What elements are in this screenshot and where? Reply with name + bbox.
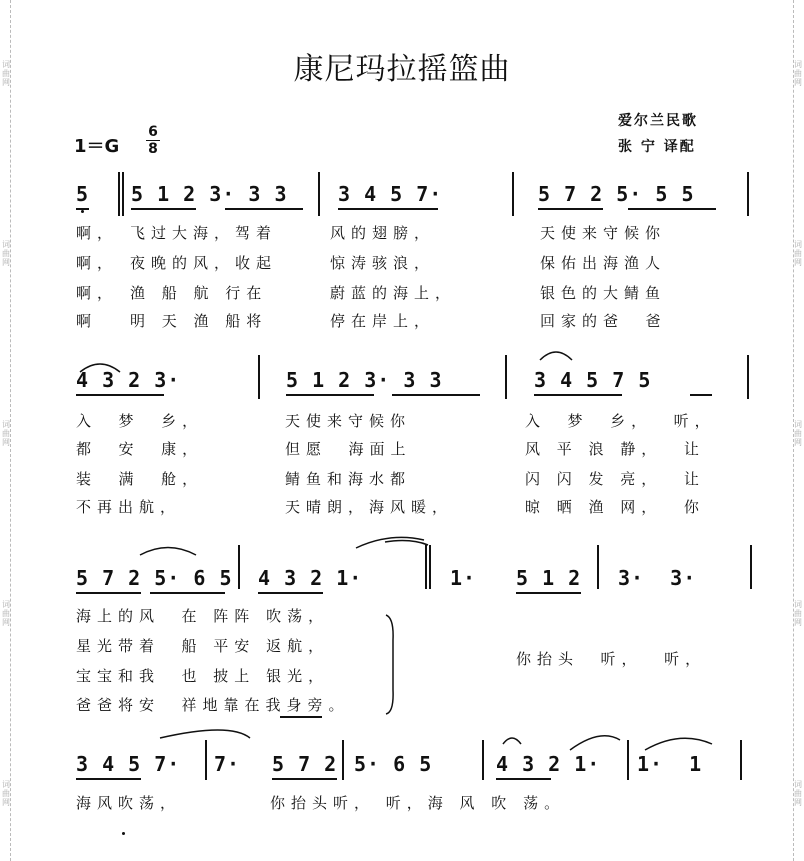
lyric-v1-g: 入 梦 乡， 听， <box>525 412 716 430</box>
watermark-left-1: 词曲网 <box>2 60 10 87</box>
lyric-v3-a: 啊， <box>76 284 119 302</box>
slur <box>140 548 196 556</box>
watermark-left-2: 词曲网 <box>2 240 10 267</box>
measure-4-notes: 4 3 2 3· <box>76 368 181 392</box>
slur <box>160 730 250 738</box>
slur <box>570 736 620 750</box>
measure-2-notes: 3 4 5 7· <box>338 182 443 206</box>
measure-5-notes: 5 1 2 3· 3 3 <box>286 368 443 392</box>
watermark-right-5: 词曲网 <box>794 780 802 807</box>
lyric-v3-h: 宝宝和我 也 披上 银光， <box>76 667 330 685</box>
time-signature-bottom: 8 <box>148 141 158 157</box>
slur <box>80 364 120 372</box>
lyric-coda-a: 海风吹荡， <box>76 794 182 812</box>
lyric-v1-b: 飞过大海，驾着 <box>130 224 278 242</box>
measure-11-notes: 3 4 5 7· <box>76 752 181 776</box>
song-title: 康尼玛拉摇篮曲 <box>293 52 511 87</box>
lyric-v3-e: 装 满 舱， <box>76 470 204 488</box>
lyric-v2-d: 保佑出海渔人 <box>540 254 667 272</box>
lyric-v4-c: 停在岸上， <box>330 312 436 330</box>
lyric-v1-e: 入 梦 乡， <box>76 412 204 430</box>
measure-15-notes: 1· 1 <box>637 752 703 776</box>
song-origin: 爱尔兰民歌 <box>618 113 698 129</box>
lyric-v4-f: 天晴朗，海风暖， <box>285 498 454 516</box>
measure-7-notes: 5 7 2 5· 6 5 <box>76 566 233 590</box>
lyric-v3-c: 蔚蓝的海上， <box>330 284 457 302</box>
lyric-v1-d: 天使来守候你 <box>540 224 667 242</box>
time-signature-top: 6 <box>148 124 158 140</box>
watermark-right-2: 词曲网 <box>794 240 802 267</box>
slur <box>503 738 521 744</box>
lyric-v2-h: 星光带着 船 平安 返航， <box>76 637 330 655</box>
watermark-right-3: 词曲网 <box>794 420 802 447</box>
measure-10-notes: 3· 3· <box>618 566 697 590</box>
lyric-v4-d: 回家的爸 爸 <box>540 312 667 330</box>
watermark-left-3: 词曲网 <box>2 420 10 447</box>
measure-12b-notes: 5 7 2 <box>272 752 338 776</box>
lyric-v2-b: 夜晚的风，收起 <box>130 254 278 272</box>
lyric-v4-a: 啊 <box>76 312 98 330</box>
measure-8-notes: 4 3 2 1· <box>258 566 363 590</box>
lyric-v3-f: 鲭鱼和海水都 <box>285 470 412 488</box>
lyric-v3-g: 闪 闪 发 亮， 让 <box>525 470 705 488</box>
measure-9-notes: 1· <box>450 566 477 590</box>
measure-13-notes: 5· 6 5 <box>354 752 433 776</box>
tie <box>385 541 428 545</box>
lyric-v4-e: 不再出航， <box>76 498 182 516</box>
measure-14-notes: 4 3 2 1· <box>496 752 601 776</box>
lyric-v2-c: 惊涛骇浪， <box>330 254 436 272</box>
lyric-v1-f: 天使来守候你 <box>285 412 412 430</box>
lyric-v2-a: 啊， <box>76 254 119 272</box>
measure-9b-notes: 5 1 2 <box>516 566 582 590</box>
lyric-v3-d: 银色的大鲭鱼 <box>540 284 667 302</box>
lyric-v2-e: 都 安 康， <box>76 440 204 458</box>
pickup-note: 5 <box>76 182 90 206</box>
lyric-v2-f: 但愿 海面上 <box>285 440 412 458</box>
lyric-refrain: 你抬头 听， 听， <box>516 650 707 668</box>
lyric-coda-b: 你抬头听， 听，海 风 吹 荡。 <box>270 794 566 812</box>
watermark-right-4: 词曲网 <box>794 600 802 627</box>
lyric-v1-c: 风的翅膀， <box>330 224 436 242</box>
lyric-v4-h: 爸爸将安 祥地靠在我身旁。 <box>76 696 350 714</box>
lyric-v2-g: 风 平 浪 静， 让 <box>525 440 705 458</box>
lyric-v4-b: 明 天 渔 船将 <box>130 312 268 330</box>
slur <box>356 537 424 548</box>
lyric-v1-h: 海上的风 在 阵阵 吹荡， <box>76 607 330 625</box>
slur <box>540 352 572 360</box>
slur <box>645 738 712 750</box>
translator-credit: 张 宁 译配 <box>618 139 696 155</box>
lyric-v3-b: 渔 船 航 行在 <box>130 284 268 302</box>
bracket <box>386 615 393 714</box>
lyric-v4-g: 晾 晒 渔 网， 你 <box>525 498 705 516</box>
measure-3-notes: 5 7 2 5· 5 5 <box>538 182 695 206</box>
watermark-left-5: 词曲网 <box>2 780 10 807</box>
measure-1-notes: 5 1 2 3· 3 3 <box>131 182 288 206</box>
key-signature: 1＝G <box>74 136 120 157</box>
measure-6-notes: 3 4 5 7 5 <box>534 368 652 392</box>
watermark-left-4: 词曲网 <box>2 600 10 627</box>
measure-12-notes: 7· <box>214 752 241 776</box>
watermark-right-1: 词曲网 <box>794 60 802 87</box>
lyric-v1-a: 啊， <box>76 224 119 242</box>
